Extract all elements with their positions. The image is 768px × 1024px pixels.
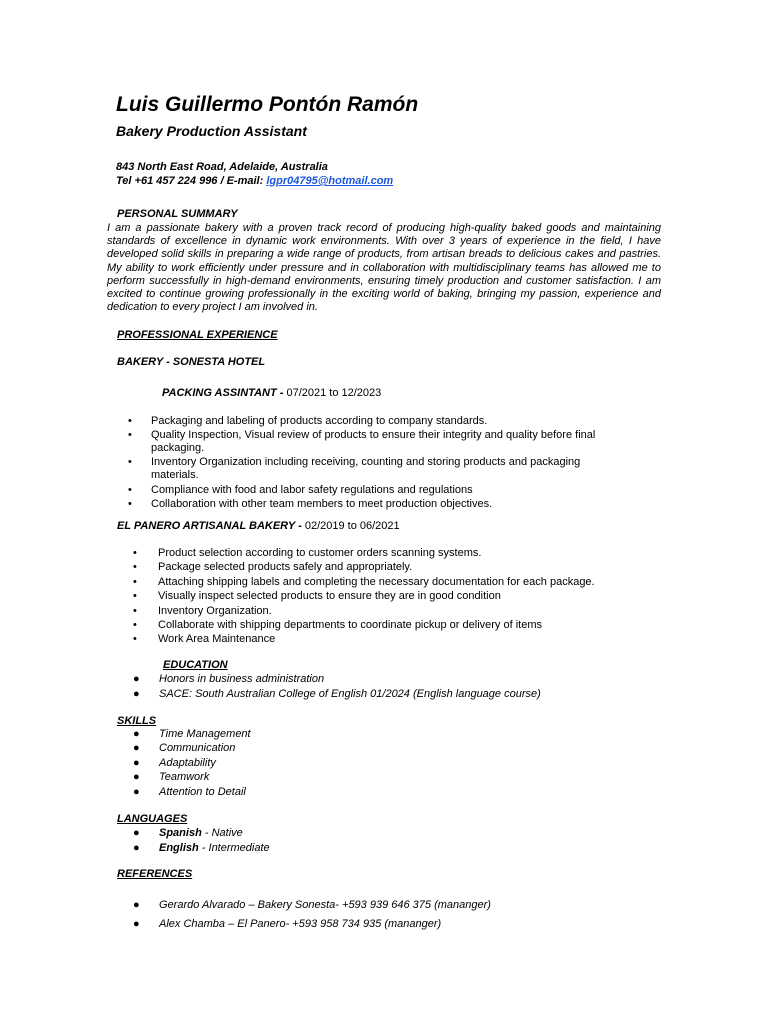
bullet-marker: •: [128, 483, 132, 496]
bullet-marker: •: [133, 633, 137, 646]
list-item: • Package selected products safely and appropriately.: [133, 561, 413, 574]
list-item: • Product selection according to customer orders scanning systems.: [133, 547, 482, 559]
bullet-marker: ●: [133, 841, 140, 854]
experience-heading: PROFESSIONAL EXPERIENCE: [117, 329, 278, 341]
list-item: • Inventory Organization including receiving, counting and storing products and packaging materials.: [128, 456, 581, 482]
skills-heading: SKILLS: [117, 715, 157, 727]
bullet-marker: •: [128, 497, 132, 510]
phone-label: Tel +61 457 224 996 / E-mail:: [116, 175, 267, 187]
list-item: ● Communication: [133, 742, 236, 755]
list-item: ● Teamwork: [133, 771, 210, 784]
language-name: English: [159, 841, 199, 854]
bullet-marker: ●: [133, 899, 140, 911]
language-name: Spanish: [159, 827, 202, 839]
list-item: [133, 827, 270, 840]
list-item: ● SACE: South Australian College of English 01/2024 (English language course): [133, 687, 541, 700]
list-item: ● Time Management: [133, 728, 251, 740]
job-title-el-panero: [117, 520, 400, 532]
email-link[interactable]: lgpr04795@hotmail.com: [266, 175, 394, 187]
job-title: Bakery Production Assistant: [116, 123, 307, 139]
employer-sonesta: BAKERY - SONESTA HOTEL: [117, 356, 266, 368]
bullet-marker: ●: [133, 673, 140, 685]
list-item: [133, 842, 270, 855]
list-item: • Collaboration with other team members to meet production objectives.: [128, 497, 493, 510]
bullet-marker: ●: [133, 742, 140, 755]
job-role: PACKING ASSINTANT -: [162, 387, 287, 399]
education-heading: EDUCATION: [163, 659, 228, 671]
bullet-marker: ●: [133, 687, 140, 700]
bullet-marker: ●: [133, 771, 140, 784]
references-heading: REFERENCES: [117, 868, 193, 880]
list-item: ● Gerardo Alvarado – Bakery Sonesta- +593 939 646 375 (mananger): [133, 899, 491, 911]
bullet-marker: •: [128, 456, 132, 469]
bullet-marker: •: [128, 429, 132, 442]
job1-duties: [128, 415, 628, 512]
list-item: • Inventory Organization.: [133, 604, 272, 617]
job-dates: 07/2021 to 12/2023: [286, 387, 382, 399]
address: 843 North East Road, Adelaide, Australia: [116, 161, 328, 173]
list-item: • Visually inspect selected products to ensure they are in good condition: [133, 590, 501, 603]
list-item: ● Attention to Detail: [133, 785, 246, 798]
bullet-marker: •: [133, 604, 137, 617]
education-list: [133, 673, 541, 702]
list-item: • Quality Inspection, Visual review of products to ensure their integrity and quality before final packaging.: [128, 429, 596, 455]
job-title-packing: [162, 387, 381, 399]
job-role: EL PANERO ARTISANAL BAKERY -: [117, 520, 305, 532]
bullet-marker: ●: [133, 756, 140, 769]
bullet-marker: ●: [133, 918, 140, 930]
bullet-marker: ●: [133, 785, 140, 798]
bullet-marker: •: [133, 575, 137, 588]
bullet-marker: •: [133, 547, 137, 559]
list-item: • Work Area Maintenance: [133, 633, 276, 646]
bullet-marker: •: [133, 561, 137, 574]
job-dates: 02/2019 to 06/2021: [304, 520, 400, 532]
candidate-name: Luis Guillermo Pontón Ramón: [116, 93, 419, 116]
list-item: ● Honors in business administration: [133, 673, 325, 685]
language-level: - Native: [201, 827, 243, 839]
bullet-marker: •: [133, 590, 137, 603]
list-item: • Attaching shipping labels and completing the necessary documentation for each package.: [133, 575, 595, 588]
list-item: ● Adaptability: [133, 756, 216, 769]
bullet-marker: ●: [133, 827, 140, 839]
skills-list: [133, 728, 251, 800]
bullet-marker: •: [128, 415, 132, 427]
bullet-marker: ●: [133, 728, 140, 740]
summary-text: I am a passionate bakery with a proven track record of producing high-quality baked goods and maintaining standards of excellence in dynamic work environments. With over 3 years of experience in the field, I have developed solid skills in preparing a wide range of products, from artisan breads to delicious cakes and pastries. My ability to work efficiently under pressure and in collaboration with multidisciplinary teams has allowed me to perform successfully in high-demand environments, ensuring timely production and customer satisfaction. I am excited to continue growing professionally in the exciting world of baking, bringing my passion, experience and dedication to every project I am involved in.: [107, 222, 661, 314]
list-item: ● Alex Chamba – El Panero- +593 958 734 935 (mananger): [133, 918, 442, 930]
languages-list: [133, 827, 270, 856]
summary-heading: PERSONAL SUMMARY: [117, 208, 238, 220]
bullet-marker: •: [133, 618, 137, 631]
contact-line: [116, 175, 393, 187]
job2-duties: [133, 547, 633, 648]
list-item: • Collaborate with shipping departments to coordinate pickup or delivery of items: [133, 618, 542, 631]
list-item: • Packaging and labeling of products according to company standards.: [128, 415, 488, 427]
references-list: [133, 899, 491, 937]
language-level: - Intermediate: [198, 841, 270, 854]
languages-heading: LANGUAGES: [117, 813, 188, 825]
list-item: • Compliance with food and labor safety regulations and regulations: [128, 483, 473, 496]
